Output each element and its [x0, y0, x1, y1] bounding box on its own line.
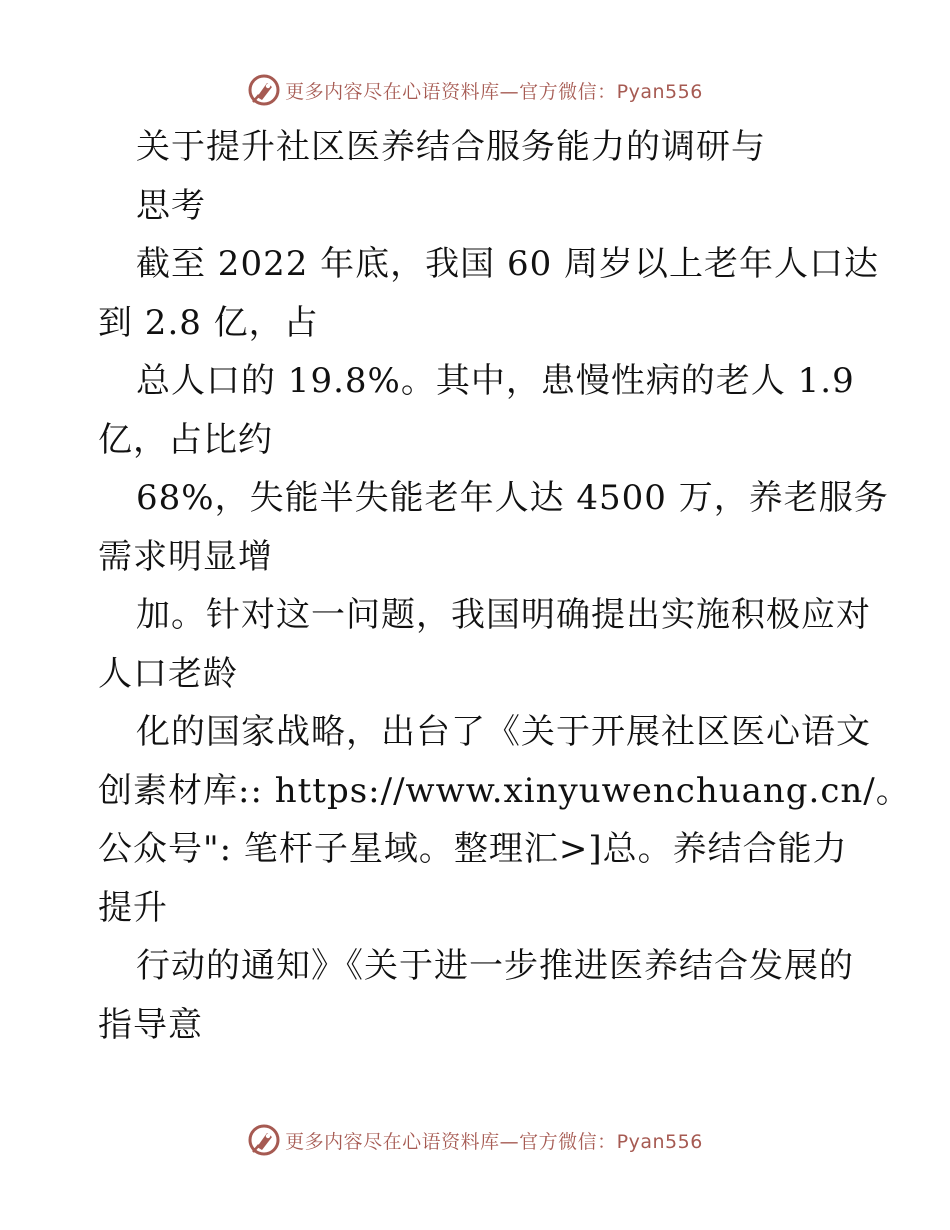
- pen-nib-in-circle-icon: [247, 73, 281, 107]
- paragraph-line: 行动的通知》《关于进一步推进医养结合发展的: [136, 946, 854, 986]
- header-banner-text: 更多内容尽在心语资料库—官方微信：Pyan556: [285, 80, 703, 103]
- pen-nib-in-circle-icon: [247, 1123, 281, 1157]
- document-body: [98, 118, 911, 1054]
- paragraph-line: 截至 2022 年底，我国 60 周岁以上老年人口达: [136, 244, 880, 284]
- paragraph-line: 加。针对这一问题，我国明确提出实施积极应对: [136, 595, 871, 635]
- document-title-line-1: 关于提升社区医养结合服务能力的调研与: [136, 127, 766, 167]
- paragraph-line: 68%，失能半失能老年人达 4500 万，养老服务: [136, 478, 889, 518]
- paragraph-line: 公众号": 笔杆子星域。整理汇>]总。养结合能力: [98, 829, 848, 869]
- paragraph-line: 到 2.8 亿，占: [98, 302, 319, 343]
- paragraph-line: 亿，占比约: [98, 419, 273, 460]
- paragraph-line: 需求明显增: [98, 536, 273, 577]
- header-watermark-banner: [0, 70, 950, 110]
- paragraph-line: 化的国家战略，出台了《关于开展社区医心语文: [136, 712, 871, 752]
- footer-watermark-banner: [0, 1120, 950, 1160]
- paragraph-line: 提升: [98, 887, 168, 928]
- footer-banner-text: 更多内容尽在心语资料库—官方微信：Pyan556: [285, 1130, 703, 1153]
- paragraph-line: 指导意: [98, 1004, 203, 1045]
- paragraph-line: 创素材库:: https://www.xinyuwenchuang.cn/。: [98, 770, 911, 811]
- paragraph-line: 人口老龄: [98, 653, 238, 694]
- document-title-line-2: 思考: [136, 185, 206, 226]
- paragraph-line: 总人口的 19.8%。其中，患慢性病的老人 1.9: [136, 361, 855, 401]
